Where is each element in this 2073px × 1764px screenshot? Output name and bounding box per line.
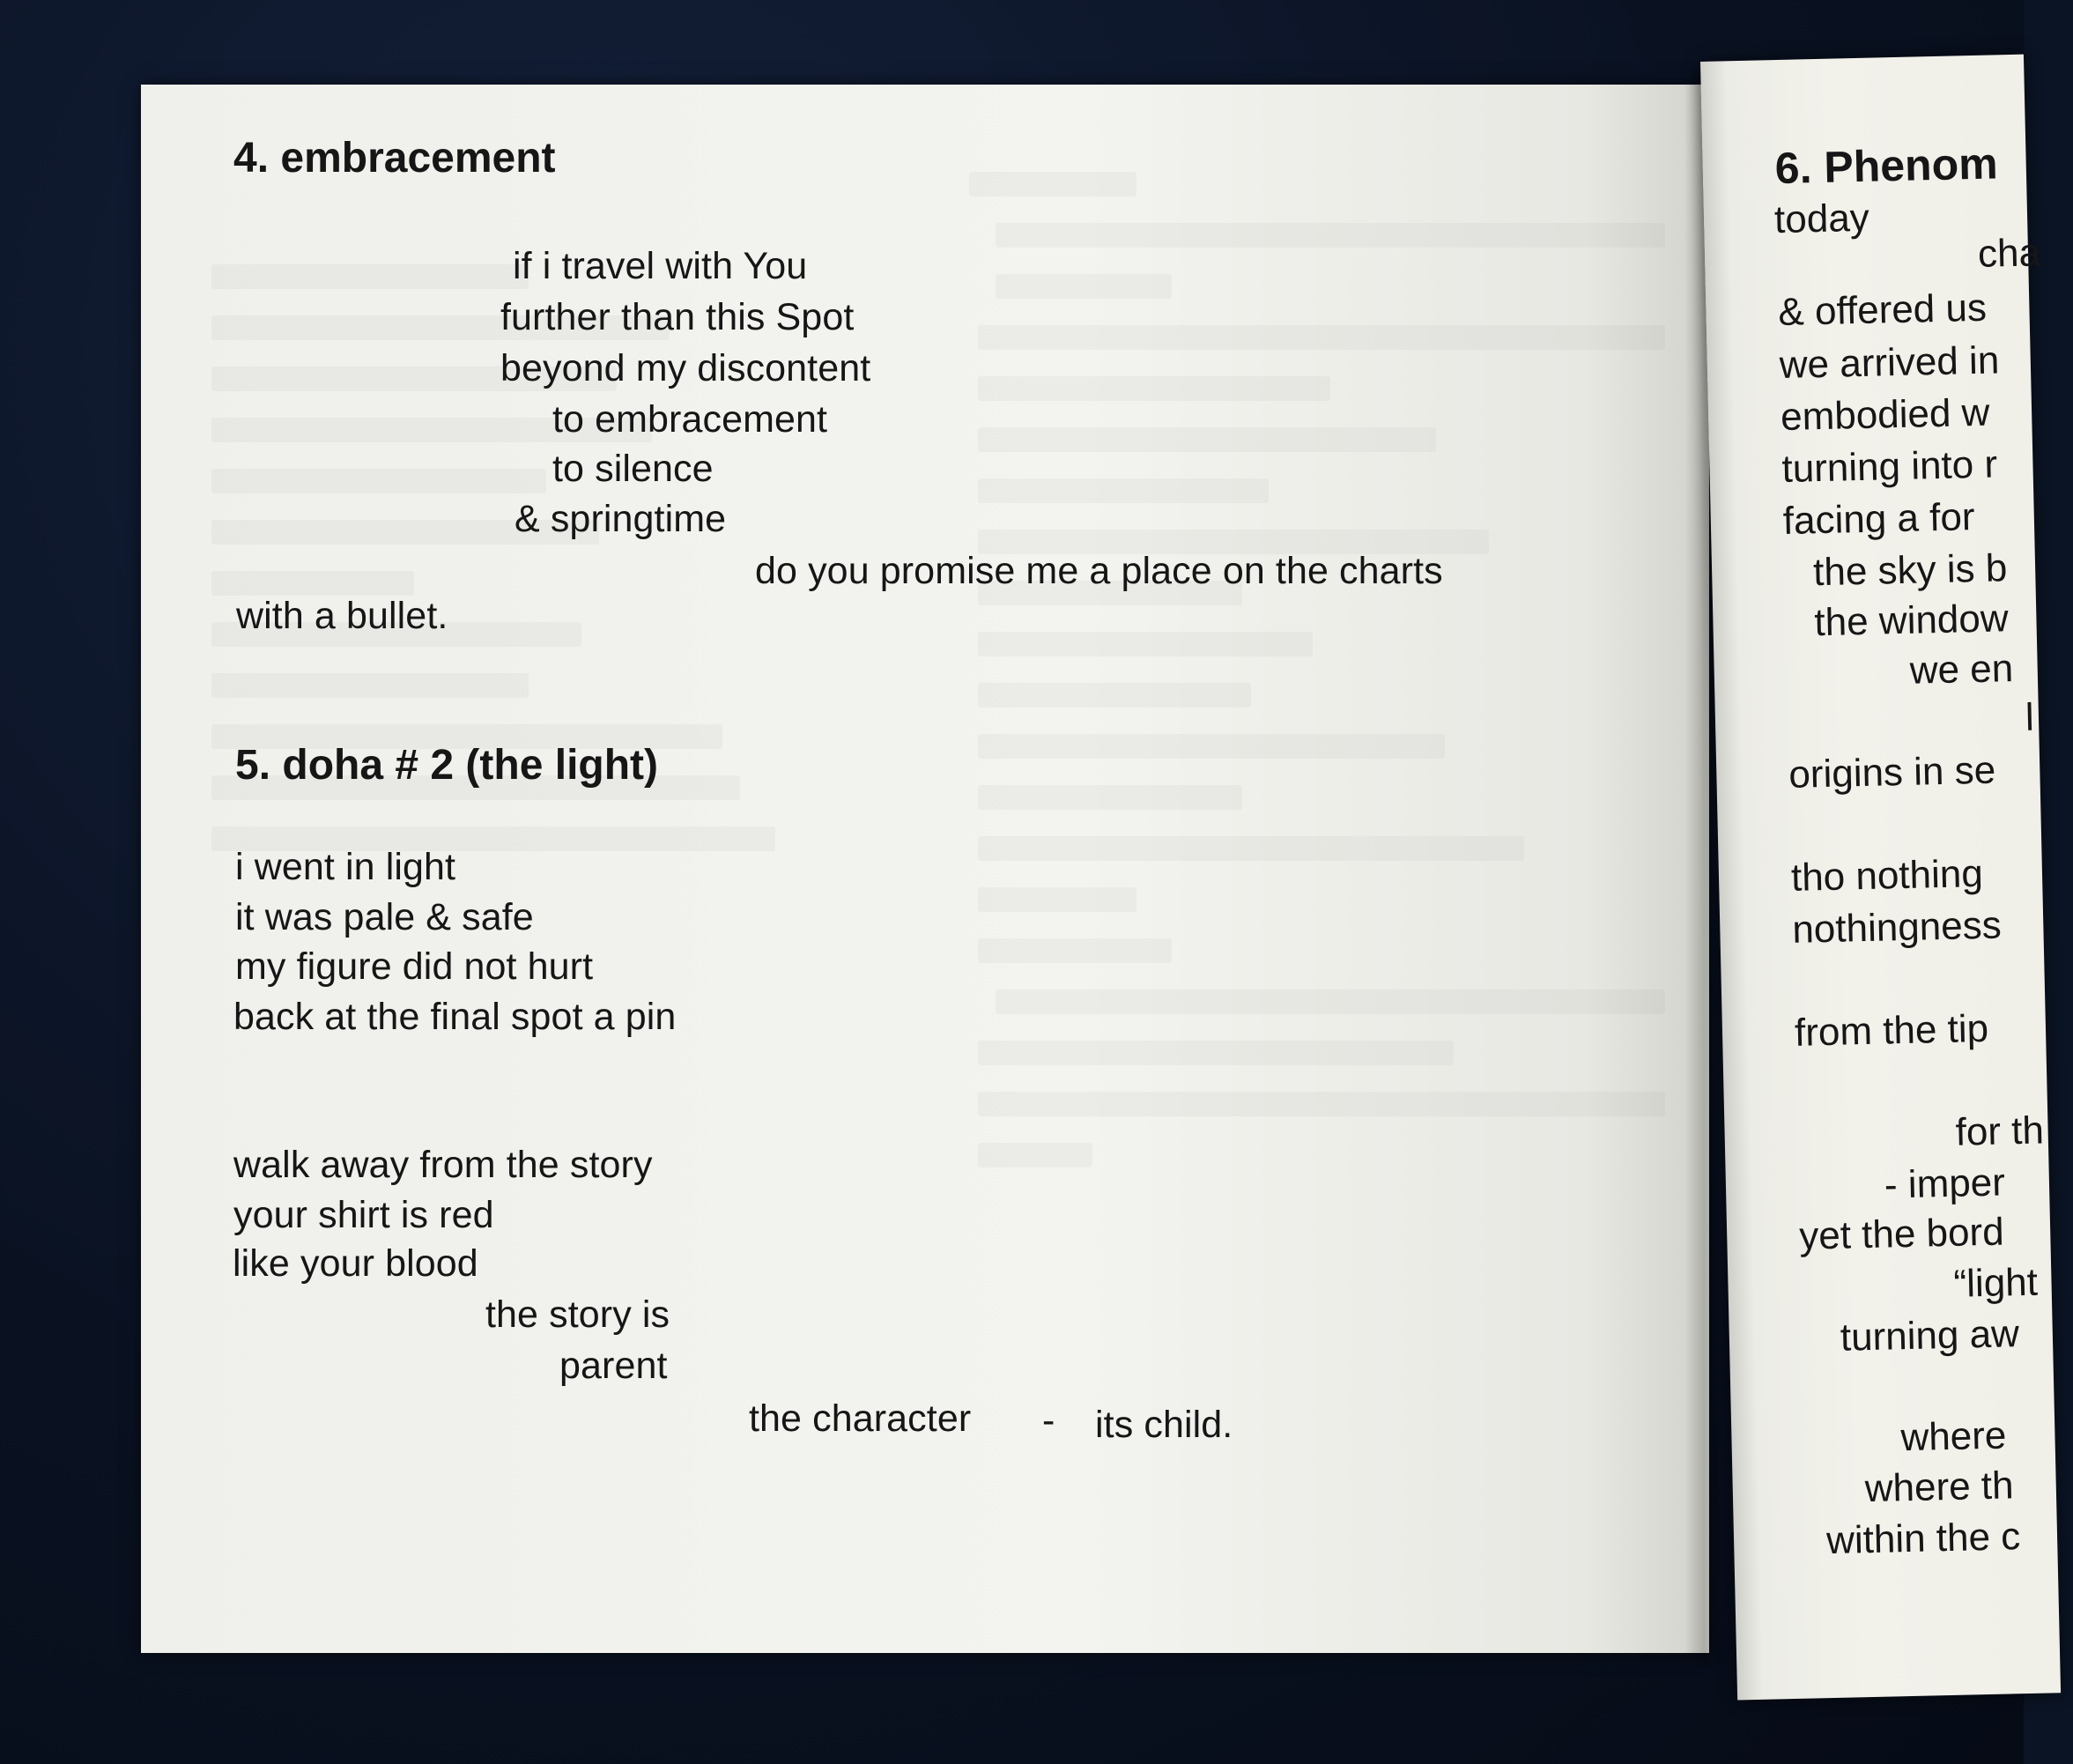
poem-4-line: with a bullet. bbox=[236, 595, 448, 637]
poem-6-line: where th bbox=[1864, 1464, 2015, 1511]
poem-4-line: & springtime bbox=[515, 498, 727, 540]
poem-5-line: the character bbox=[749, 1397, 972, 1440]
poem-6-line: “light bbox=[1952, 1260, 2039, 1306]
poem-5-line: its child. bbox=[1095, 1404, 1233, 1446]
poem-4-line: to embracement bbox=[552, 398, 828, 441]
poem-5-dash: - bbox=[1042, 1399, 1055, 1442]
poem-5-line: parent bbox=[559, 1345, 668, 1387]
poem-6-line: we arrived in bbox=[1779, 338, 2000, 388]
poem-6-line: nothingness bbox=[1791, 903, 2003, 952]
poem-6-line: the window bbox=[1813, 597, 2010, 645]
poem-6-line: & offered us bbox=[1777, 285, 1988, 335]
poem-6-line: the sky is b bbox=[1812, 546, 2008, 595]
poem-6-line: where bbox=[1899, 1413, 2007, 1460]
poem-6-title: 6. Phenom bbox=[1774, 138, 1999, 194]
poem-6-line: cha bbox=[1977, 231, 2041, 276]
poem-5-line: my figure did not hurt bbox=[235, 945, 594, 988]
poem-5-line: it was pale & safe bbox=[235, 896, 534, 938]
poem-5-line: your shirt is red bbox=[233, 1194, 494, 1236]
poem-5-title: 5. doha # 2 (the light) bbox=[235, 742, 659, 789]
poem-6-line: - imper bbox=[1884, 1160, 2006, 1207]
poem-5-line: walk away from the story bbox=[233, 1144, 653, 1186]
poem-6-line: tho nothing bbox=[1790, 851, 1984, 900]
poem-5-line: the story is bbox=[485, 1293, 670, 1336]
poem-5-line: like your blood bbox=[233, 1242, 478, 1285]
poem-4-line: if i travel with You bbox=[513, 245, 808, 287]
poem-4-line: beyond my discontent bbox=[500, 347, 871, 389]
poem-4-title: 4. embracement bbox=[233, 135, 556, 182]
poem-6-line: we en bbox=[1909, 647, 2014, 693]
poem-5-line: i went in light bbox=[235, 846, 456, 888]
poem-6-line: today bbox=[1773, 196, 1870, 242]
poem-5-line: back at the final spot a pin bbox=[233, 996, 677, 1038]
poem-6-line: from the tip bbox=[1794, 1006, 1989, 1055]
poem-6-line: origins in se bbox=[1788, 748, 1996, 797]
poem-4-line: to silence bbox=[552, 448, 714, 490]
poem-4-line: further than this Spot bbox=[500, 296, 855, 338]
poem-6-line: yet the bord bbox=[1798, 1210, 2005, 1258]
right-page bbox=[1700, 55, 2061, 1701]
poem-6-line: turning into r bbox=[1781, 442, 1998, 492]
poem-4-line: do you promise me a place on the charts bbox=[755, 550, 1443, 592]
poem-6-line: facing a for bbox=[1782, 495, 1976, 543]
poem-6-line: within the c bbox=[1825, 1515, 2021, 1563]
poem-6-line: embodied w bbox=[1780, 390, 1990, 440]
poem-6-line: for th bbox=[1955, 1108, 2045, 1154]
poem-6-line: turning aw bbox=[1840, 1312, 2020, 1360]
poem-6-line: l bbox=[2025, 695, 2035, 739]
